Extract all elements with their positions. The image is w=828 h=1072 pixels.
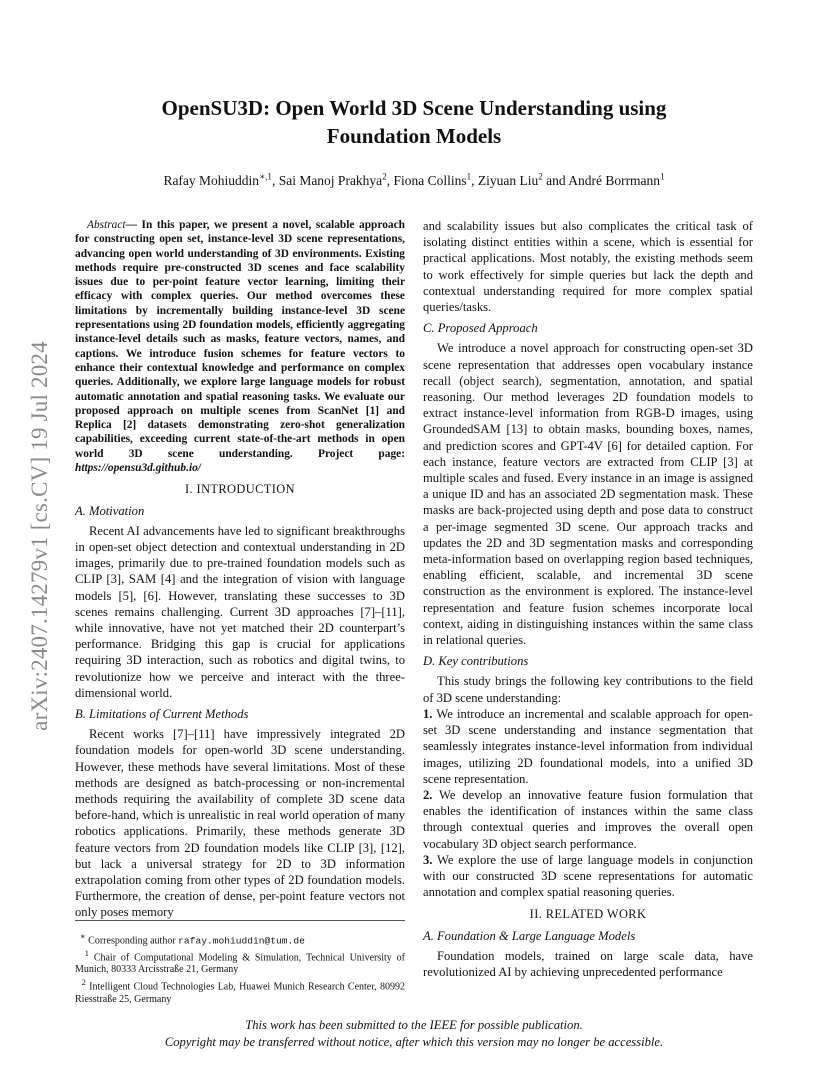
footnotes — [75, 920, 405, 1006]
author: Ziyuan Liu$^2$ and — [477, 171, 569, 188]
abstract-label: Abstract — [87, 219, 126, 231]
author: Sai Manoj Prakhya$^2$, — [278, 171, 394, 188]
contribution-item: 3. We explore the use of large language models in conjunction with our constructed 3D scene representations for automatic annotation and complex spatial reasoning queries. — [423, 852, 753, 900]
abstract: Abstract— In this paper, we present a novel, scalable approach for constructing open set, instance-level 3D scene representations, advancing open world understanding of 3D environments. Existing methods require pre-constructed 3D scenes and face scalability issues due to per-point feature vector learning, limiting their efficacy with complex queries. Our method overcomes these limitations by incrementally building instance-level 3D scene representations using 2D foundation models, efficiently aggregating instance-level details such as masks, feature vectors, names, and captions. We introduce fusion schemes for feature vectors to enhance their contextual knowledge and performance on complex queries. Additionally, we explore large language models for robust automatic annotation and spatial reasoning tasks. We evaluate our proposed approach on multiple scenes from ScanNet [1] and Replica [2] datasets demonstrating zero-shot generalization capabilities, exceeding current state-of-the-art methods in open world 3D scene understanding. Project page: https://opensu3d.github.io/ — [75, 219, 405, 475]
corresponding-email[interactable]: rafay.mohiuddin@tum.de — [178, 935, 305, 947]
footnote-corresponding-author: ∗ Corresponding author rafay.mohiuddin@tum.de — [80, 932, 305, 947]
author: André Borrmann$^1$ — [568, 171, 665, 188]
left-column — [75, 218, 405, 921]
approach-paragraph: We introduce a novel approach for constructing open-set 3D scene representation that addresses open vocabulary instance recall (object search), segmentation, annotation, and spatial reasoning. Our method leverages 2D foundation models to extract instance-level information from RGB-D images, using GroundedSAM [13] to obtain masks, bounding boxes, names, and prediction scores and GPT-4V [6] for detailed caption. For each instance, feature vectors are extracted from CLIP [3] at multiple scales and fused. Every instance in an image is assigned a unique ID and has an associated 2D segmentation mask. These masks are back-projected using depth and pose data to construct a per-image segmented 3D scene. Our approach tracks and updates the 2D and 3D segmentation masks and corresponding meta-information based on overlapping region based techniques, enabling efficient, scalable, and incremental 3D scene construction as the environment is explored. The instance-level representation and feature fusion schemes incorporate local context, aiding in distinguishing instances within the same class in relational queries. — [423, 341, 753, 648]
motivation-paragraph: Recent AI advancements have led to significant breakthroughs in open-set object detection and contextual understanding in 2D images, primarily due to pre-trained foundation models such as CLIP [3], SAM [4] and the integration of vision with language models [5], [6]. However, translating these successes to 3D scenes remains challenging. Current 3D approaches [7]–[11], while innovative, have not yet matched their 2D counterpart’s performance. Bridging this gap is crucial for applications requiring 3D interaction, such as robotics and digital twins, to revolutionize how we perceive and interact with the three-dimensional world. — [75, 523, 405, 700]
subsection-heading-foundation-models: A. Foundation & Large Language Models — [423, 928, 636, 943]
footnote-affiliation-1: $^1$ Chair of Computational Modeling & Simulation, Technical University of Munich, 80333 Arcisstraße 21, Germany — [75, 948, 405, 976]
notice-line-1: This work has been submitted to the IEEE for possible publication. — [245, 1018, 583, 1032]
limitations-paragraph-continued: and scalability issues but also complicates the critical task of isolating distinct entities within a scene, which is essential for practical applications. Most notably, the existing methods seem to work effectively for simple queries but lack the depth and contextual understanding required for more complex spatial queries/tasks. — [423, 219, 753, 315]
contributions-intro: This study brings the following key contributions to the field of 3D scene understanding: — [423, 674, 753, 705]
author-list — [80, 171, 748, 189]
paper-title-line-2: Foundation Models — [326, 124, 502, 148]
contribution-item: 2. We develop an innovative feature fusion formulation that enables the identification of instances within the same class through contextual queries and improves the overall open vocabulary 3D object search performance. — [423, 787, 753, 851]
subsection-heading-proposed-approach: C. Proposed Approach — [423, 321, 538, 336]
subsection-heading-motivation: A. Motivation — [75, 503, 145, 518]
notice-line-2: Copyright may be transferred without notice, after which this version may no longer be accessible. — [164, 1034, 664, 1049]
right-column — [423, 218, 753, 980]
contribution-item: 1. We introduce an incremental and scalable approach for open-set 3D scene understanding and instance segmentation that seamlessly integrates instance-level information from individual images, utilizing 2D foundational models, into a unified 3D scene representation. — [423, 706, 753, 786]
subsection-heading-key-contributions: D. Key contributions — [423, 654, 529, 669]
subsection-heading-limitations: B. Limitations of Current Methods — [75, 706, 249, 721]
author: Rafay Mohiuddin$^{∗,1}$, — [163, 171, 279, 188]
arxiv-identifier-stamp: arXiv:2407.14279v1 [cs.CV] 19 Jul 2024 — [27, 341, 52, 731]
limitations-paragraph: Recent works [7]–[11] have impressively integrated 2D foundation models for open-world 3D scene understanding. However, these methods have several limitations. Most of these methods are designed as batch-processing or non-incremental methods requiring the availability of complete 3D scene data before-hand, which is unrealistic in real world operation of many robotics applications. Primarily, these methods generate 3D feature vectors from 2D foundation models like CLIP [3], [12], but lack a universal strategy for 2D to 3D information extrapolation coming from other types of 2D foundation models. Furthermore, the creation of dense, per-point feature vectors not only poses memory — [75, 727, 405, 920]
project-page-link[interactable]: https://opensu3d.github.io/ — [75, 462, 201, 475]
paper-title-line-1: OpenSU3D: Open World 3D Scene Understanding using — [161, 96, 667, 120]
section-heading-related-work: II. RELATED WORK — [529, 907, 647, 922]
footnote-affiliation-2: $^2$ Intelligent Cloud Technologies Lab, Huawei Munich Research Center, 80992 Riesstraße 25, Germany — [75, 977, 406, 1005]
ieee-submission-notice — [80, 1017, 748, 1050]
foundation-paragraph: Foundation models, trained on large scale data, have revolutionized AI by achieving unprecedented performance — [423, 948, 753, 979]
paper-title — [80, 94, 748, 150]
section-heading-introduction: I. INTRODUCTION — [185, 482, 295, 497]
author: Fiona Collins$^1$, — [393, 171, 478, 188]
